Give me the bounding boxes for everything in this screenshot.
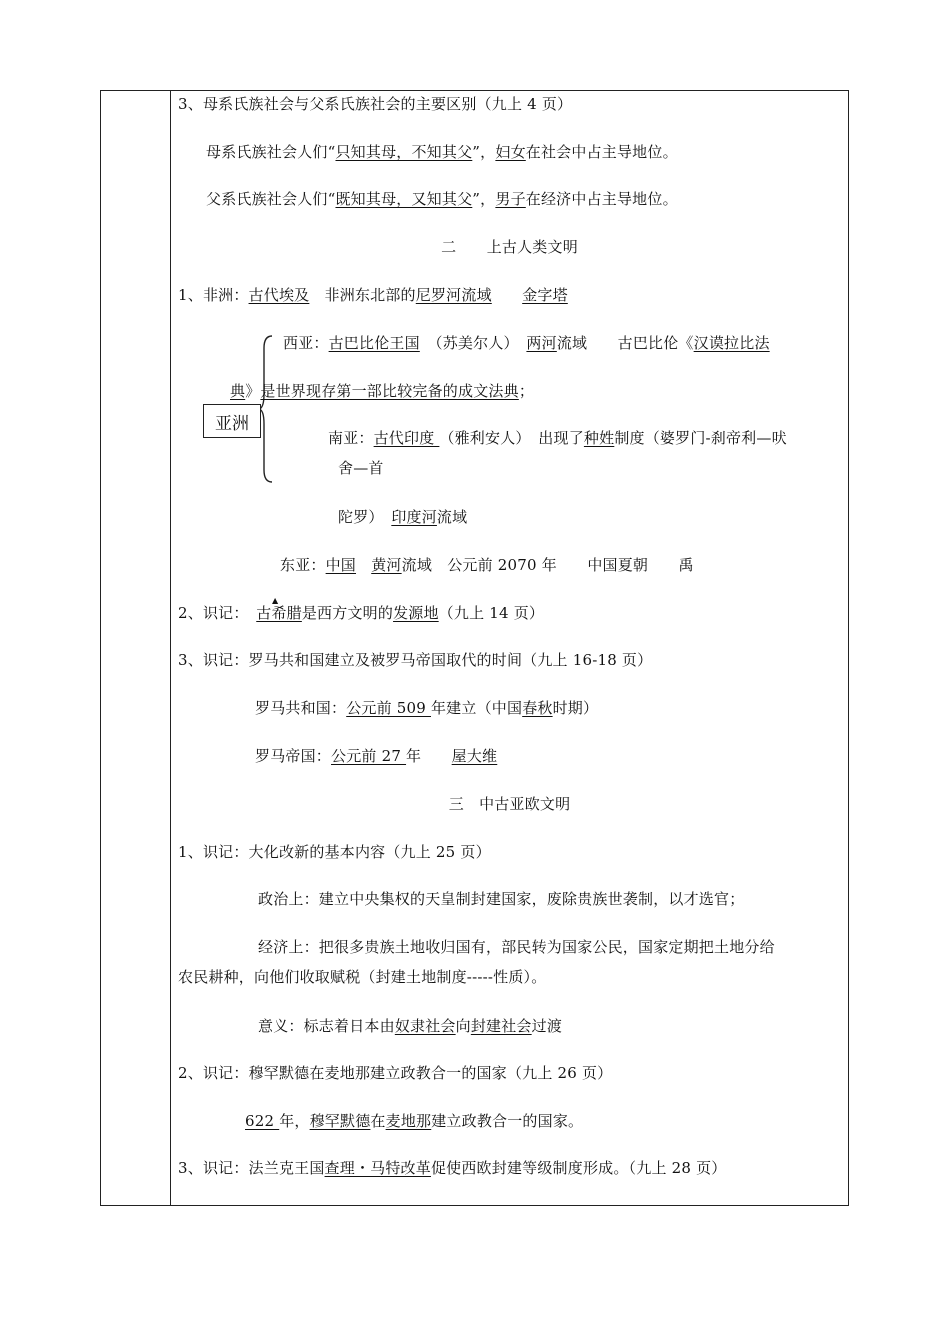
frank-line: 3、识记：法兰克王国查理・马特改革促使西欧封建等级制度形成。（九上 28 页） <box>178 1159 727 1177</box>
south-asia-line-end: 陀罗） 印度河流域 <box>338 508 468 526</box>
west-asia-line: 西亚：古巴比伦王国 （苏美尔人） 两河流域 古巴比伦《汉谟拉比法 <box>283 334 770 352</box>
taika-politics: 政治上：建立中央集权的天皇制封建国家，废除贵族世袭制，以才选官； <box>258 890 745 908</box>
africa-line: 1、非洲：古代埃及 非洲东北部的尼罗河流域 金字塔 <box>178 286 568 304</box>
rome-empire-line: 罗马帝国：公元前 27 年 屋大维 <box>255 747 498 765</box>
item-matri-patri-title: 3、母系氏族社会与父系氏族社会的主要区别（九上 4 页） <box>178 95 573 113</box>
cursor-icon: ▲ <box>272 596 279 605</box>
south-asia-line: 南亚：古代印度 （雅利安人） 出现了种姓制度（婆罗门-刹帝利—吠 <box>328 429 787 447</box>
taika-economy-cont: 农民耕种，向他们收取赋税（封建土地制度-----性质）。 <box>178 968 547 986</box>
greece-line: 2、识记： 古希腊是西方文明的发源地（九上 14 页） <box>178 604 545 622</box>
taika-meaning: 意义：标志着日本由奴隶社会向封建社会过渡 <box>258 1017 563 1035</box>
section-heading-medieval: 三 中古亚欧文明 <box>448 795 571 813</box>
patrilineal-line: 父系氏族社会人们“既知其母，又知其父”，男子在经济中占主导地位。 <box>206 190 678 208</box>
section-heading-ancient: 二 上古人类文明 <box>441 238 578 256</box>
taika-economy: 经济上：把很多贵族土地收归国有，部民转为国家公民，国家定期把土地分给 <box>258 938 775 956</box>
east-asia-line: 东亚：中国 黄河流域 公元前 2070 年 中国夏朝 禹 <box>280 556 694 574</box>
rome-republic-line: 罗马共和国：公元前 509 年建立（中国春秋时期） <box>255 699 599 717</box>
west-asia-line-cont: 典》是世界现存第一部比较完备的成文法典； <box>230 382 535 400</box>
rome-title: 3、识记：罗马共和国建立及被罗马帝国取代的时间（九上 16-18 页） <box>178 651 653 669</box>
column-divider <box>170 90 171 1206</box>
islam-title: 2、识记：穆罕默德在麦地那建立政教合一的国家（九上 26 页） <box>178 1064 613 1082</box>
matrilineal-line: 母系氏族社会人们“只知其母，不知其父”，妇女在社会中占主导地位。 <box>206 143 678 161</box>
islam-detail: 622 年，穆罕默德在麦地那建立政教合一的国家。 <box>245 1112 584 1130</box>
south-asia-line-cont: 舍—首 <box>338 459 384 477</box>
taika-title: 1、识记：大化改新的基本内容（九上 25 页） <box>178 843 491 861</box>
table-frame <box>100 90 849 1206</box>
asia-label-box: 亚洲 <box>203 404 261 438</box>
